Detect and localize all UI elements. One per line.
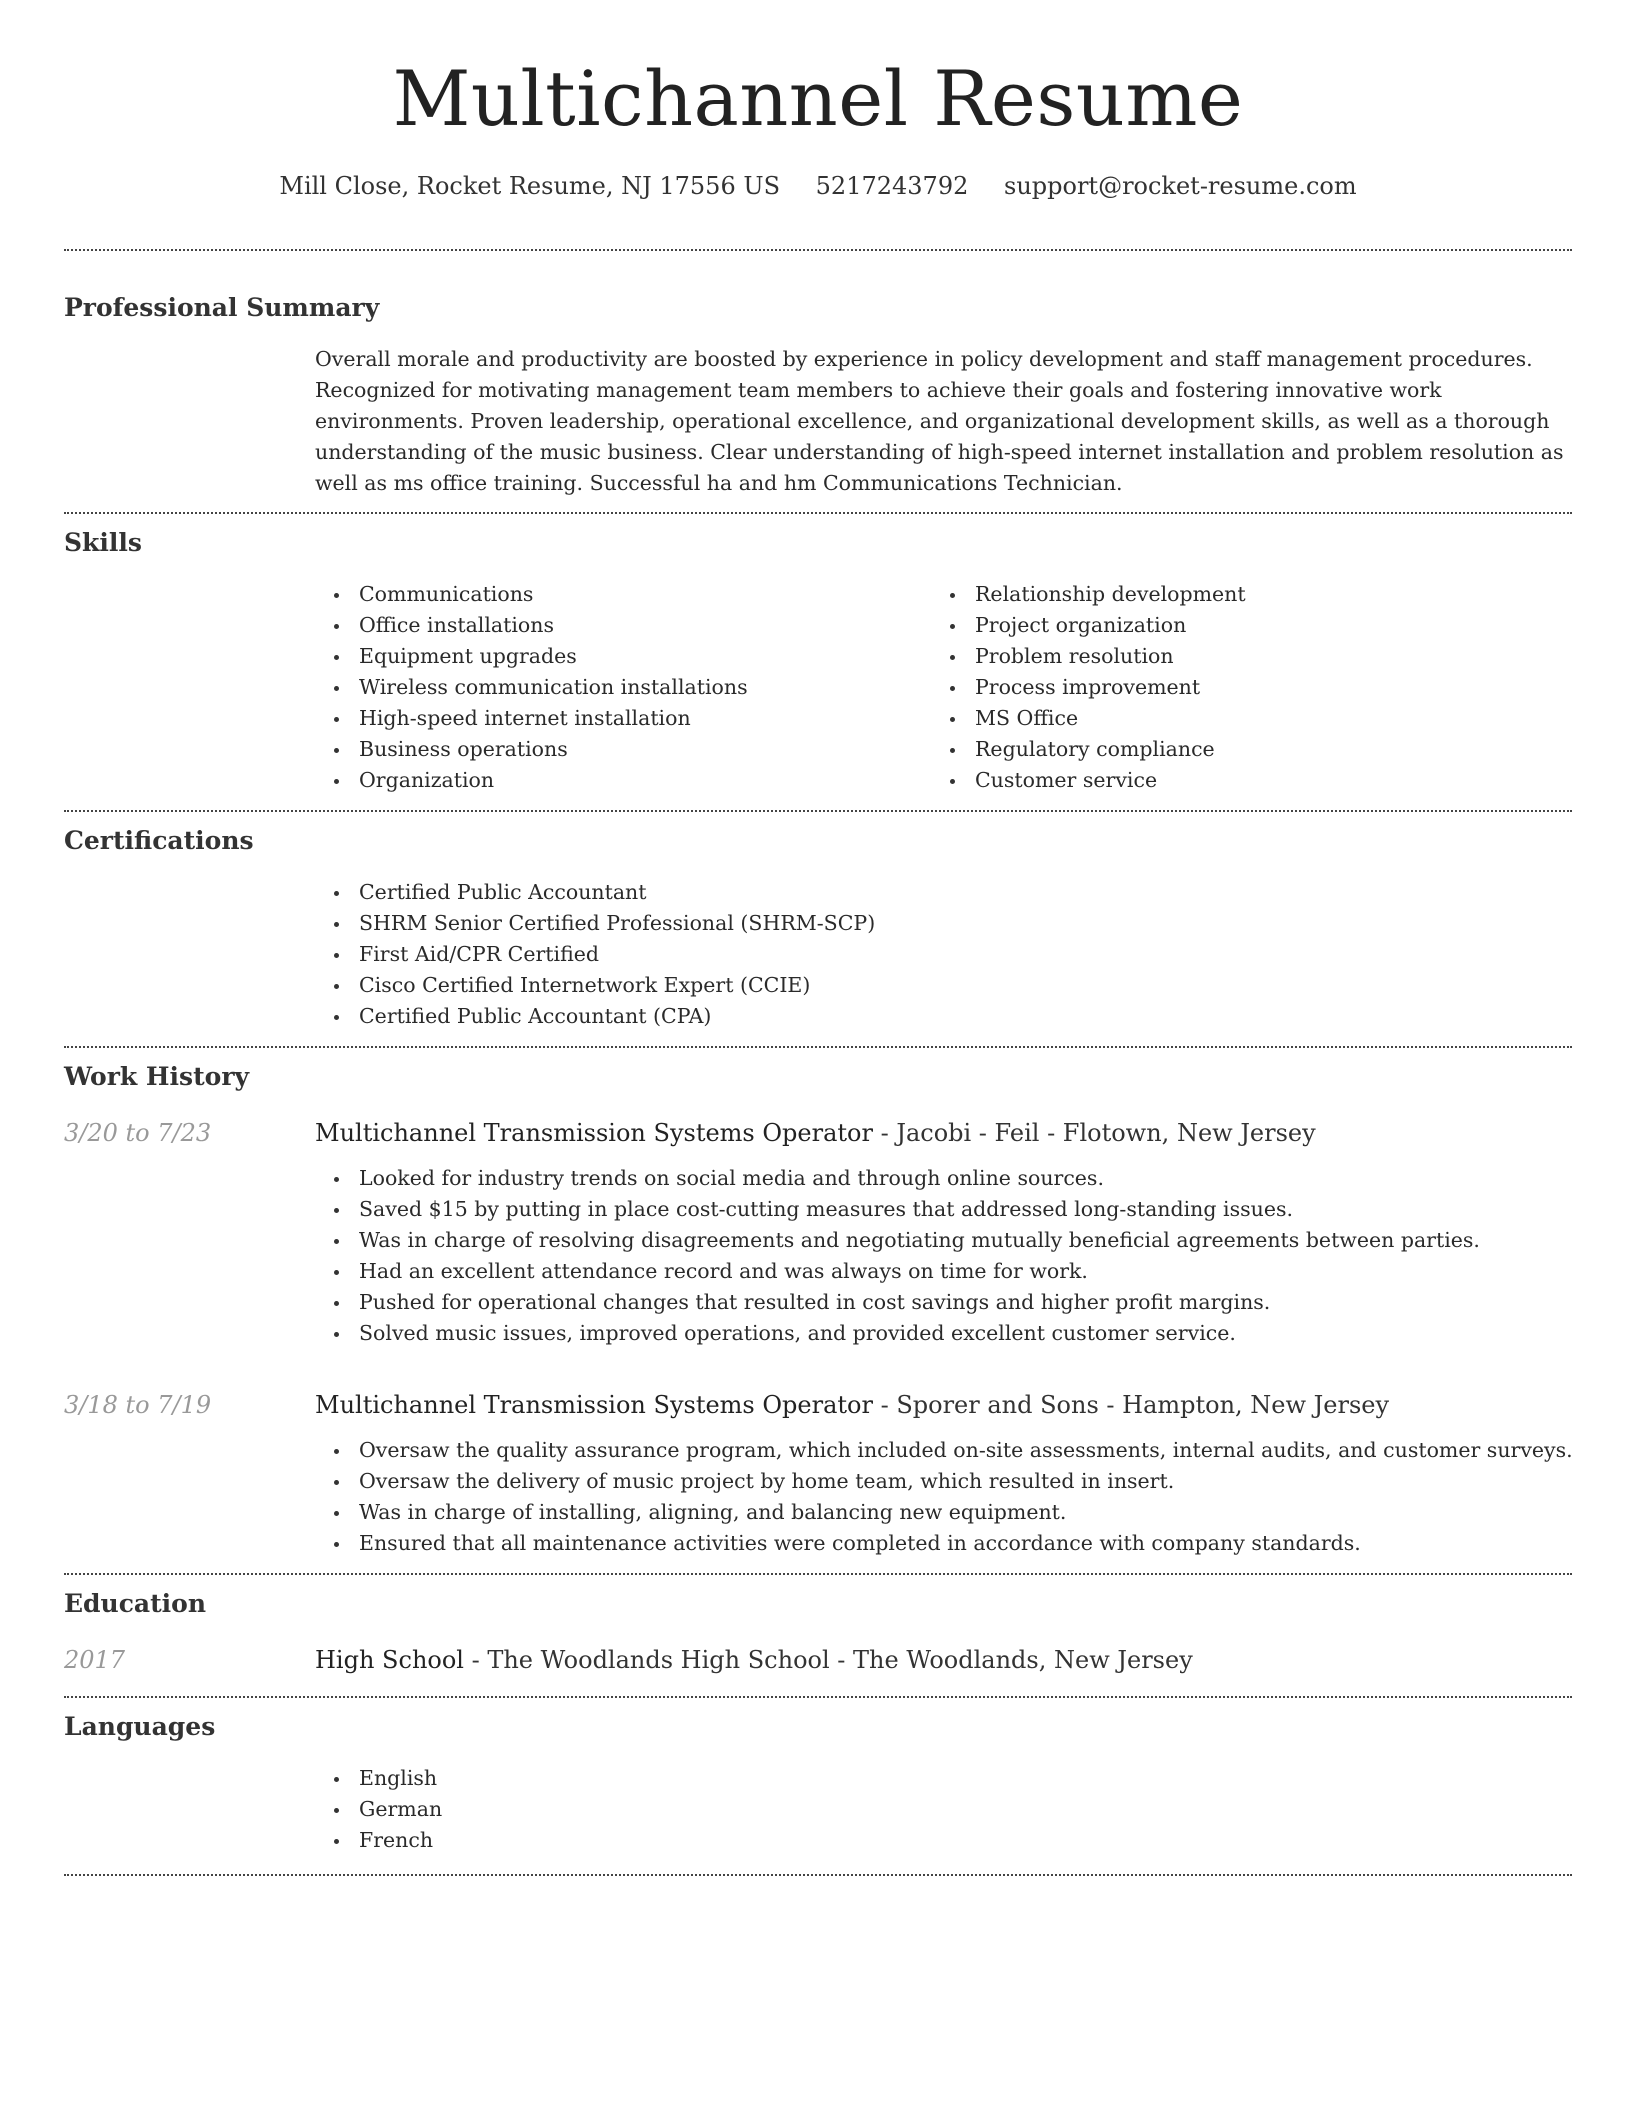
job-entry — [64, 1388, 1572, 1559]
divider — [64, 1696, 1572, 1698]
section-education — [64, 1587, 1572, 1677]
section-skills — [64, 526, 1572, 796]
skills-list-left — [315, 579, 931, 796]
section-certifications — [64, 824, 1572, 1032]
skill-item: Business operations — [359, 734, 931, 765]
skill-item: Regulatory compliance — [975, 734, 1547, 765]
divider — [64, 1874, 1572, 1876]
skill-item: Communications — [359, 579, 931, 610]
divider — [64, 1046, 1572, 1048]
resume-page — [64, 0, 1572, 1876]
job-bullet: Was in charge of resolving disagreements and negotiating mutually beneficial agreements between parties. — [359, 1225, 1572, 1256]
certifications-list — [315, 877, 1572, 1032]
job-bullet: Saved $15 by putting in place cost-cutting measures that addressed long-standing issues. — [359, 1194, 1572, 1225]
language-item: English — [359, 1763, 1572, 1794]
languages-list — [315, 1763, 1572, 1856]
summary-text: Overall morale and productivity are boosted by experience in policy development and staff management procedures. Recognized for motivating management team members to achieve their goals and fostering innovative work environments. Proven leadership, operational excellence, and organizational development skills, as well as a thorough understanding of the music business. Clear understanding of high-speed internet installation and problem resolution as well as ms office training. Successful ha and hm Communications Technician. — [315, 347, 1564, 495]
education-entry — [64, 1643, 1572, 1677]
job-company: - Sporer and Sons - Hampton, New Jersey — [872, 1391, 1390, 1419]
certification-item: First Aid/CPR Certified — [359, 939, 1572, 970]
language-item: French — [359, 1825, 1572, 1856]
skill-item: Project organization — [975, 610, 1547, 641]
job-bullet: Looked for industry trends on social media and through online sources. — [359, 1163, 1572, 1194]
section-title-certifications: Certifications — [64, 826, 254, 855]
job-bullet: Had an excellent attendance record and was always on time for work. — [359, 1256, 1572, 1287]
job-heading — [315, 1388, 1572, 1422]
job-bullet: Pushed for operational changes that resulted in cost savings and higher profit margins. — [359, 1287, 1572, 1318]
job-heading — [315, 1116, 1572, 1150]
skill-item: Process improvement — [975, 672, 1547, 703]
job-bullet: Solved music issues, improved operations, and provided excellent customer service. — [359, 1318, 1572, 1349]
education-heading — [315, 1643, 1572, 1677]
section-title-summary: Professional Summary — [64, 293, 380, 322]
section-title-languages: Languages — [64, 1712, 216, 1741]
skill-item: MS Office — [975, 703, 1547, 734]
certification-item: Certified Public Accountant (CPA) — [359, 1001, 1572, 1032]
divider — [64, 1573, 1572, 1575]
job-title: Multichannel Transmission Systems Operator — [315, 1391, 873, 1419]
section-title-education: Education — [64, 1589, 207, 1618]
section-title-skills: Skills — [64, 528, 142, 557]
job-bullet: Ensured that all maintenance activities were completed in accordance with company standards. — [359, 1528, 1572, 1559]
skill-item: Problem resolution — [975, 641, 1547, 672]
education-date: 2017 — [64, 1646, 126, 1674]
divider — [64, 512, 1572, 514]
skill-item: Equipment upgrades — [359, 641, 931, 672]
language-item: German — [359, 1794, 1572, 1825]
skill-item: Wireless communication installations — [359, 672, 931, 703]
certification-item: Certified Public Accountant — [359, 877, 1572, 908]
section-summary — [64, 291, 1572, 499]
section-work-history — [64, 1060, 1572, 1559]
job-date: 3/20 to 7/23 — [64, 1119, 212, 1147]
skill-item: Organization — [359, 765, 931, 796]
contact-phone: 5217243792 — [815, 172, 969, 200]
certification-item: SHRM Senior Certified Professional (SHRM-SCP) — [359, 908, 1572, 939]
resume-name: Multichannel Resume — [392, 54, 1244, 143]
skill-item: High-speed internet installation — [359, 703, 931, 734]
skill-item: Customer service — [975, 765, 1547, 796]
job-entry — [64, 1116, 1572, 1349]
contact-address: Mill Close, Rocket Resume, NJ 17556 US — [279, 172, 781, 200]
contact-email: support@rocket-resume.com — [1004, 172, 1357, 200]
certification-item: Cisco Certified Internetwork Expert (CCIE) — [359, 970, 1572, 1001]
education-school: - The Woodlands High School - The Woodlands, New Jersey — [463, 1646, 1193, 1674]
skills-list-right — [931, 579, 1547, 796]
contact-line — [64, 170, 1572, 202]
job-bullet: Oversaw the delivery of music project by home team, which resulted in insert. — [359, 1466, 1572, 1497]
job-bullets — [315, 1435, 1572, 1559]
job-date: 3/18 to 7/19 — [64, 1391, 212, 1419]
section-languages — [64, 1710, 1572, 1856]
job-bullet: Oversaw the quality assurance program, which included on-site assessments, internal audits, and customer surveys. — [359, 1435, 1572, 1466]
education-degree: High School — [315, 1646, 464, 1674]
section-title-work-history: Work History — [64, 1062, 250, 1091]
job-bullet: Was in charge of installing, aligning, and balancing new equipment. — [359, 1497, 1572, 1528]
divider — [64, 810, 1572, 812]
job-company: - Jacobi - Feil - Flotown, New Jersey — [872, 1119, 1316, 1147]
skill-item: Relationship development — [975, 579, 1547, 610]
job-title: Multichannel Transmission Systems Operator — [315, 1119, 873, 1147]
skill-item: Office installations — [359, 610, 931, 641]
job-bullets — [315, 1163, 1572, 1349]
divider — [64, 249, 1572, 251]
